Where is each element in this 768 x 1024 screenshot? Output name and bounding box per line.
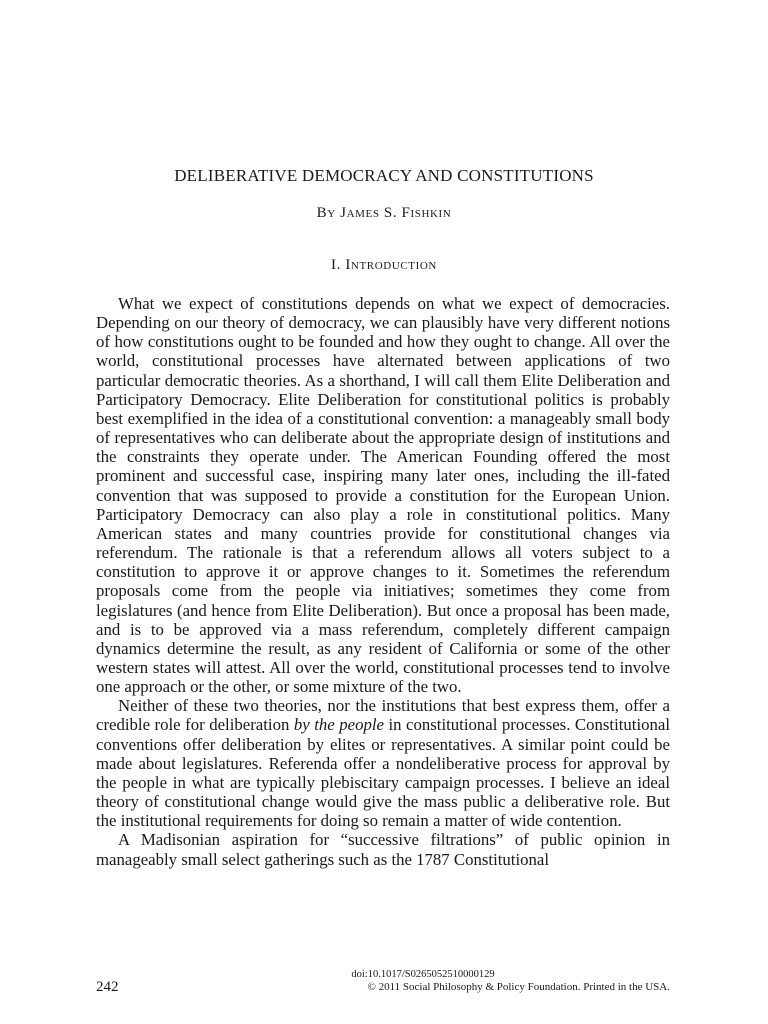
article-title: DELIBERATIVE DEMOCRACY AND CONSTITUTIONS [174,166,594,185]
paragraph-3 [96,830,670,868]
copyright-notice: © 2011 Social Philosophy & Policy Foundation. Printed in the USA. [367,981,670,993]
paragraph-2-text-start: Neither of these two theories, nor the institutions that best express them, offer a credible role for deliberation [96,696,670,735]
page-number: 242 [96,979,119,995]
paragraph-1 [96,294,670,696]
paragraph-2 [96,696,670,830]
doi-line: doi:10.1017/S0265052510000129 [351,969,495,980]
paragraph-3-text: A Madisonian aspiration for “successive filtrations” of public opinion in manageably small select gatherings such as the 1787 Constitutional [96,830,670,869]
body-text [96,294,670,869]
page-footer [96,968,670,994]
section-heading: I. Introduction [331,257,437,273]
author-byline: By James S. Fishkin [316,205,452,221]
footer-row [96,981,670,994]
paragraph-1-text: What we expect of constitutions depends on what we expect of democracies. Depending on our theory of democracy, we can plausibly have very different notions of how constitutions ought to be founded and how they ought to change. All over the world, constitutional processes have alternated between applications of two particular democratic theories. As a shorthand, I will call them Elite Deliberation and Participatory Democracy. Elite Deliberation for constitutional politics is probably best exemplified in the idea of a constitutional convention: a manageably small body of representatives who can deliberate about the appropriate design of institutions and the constraints they operate under. The American Founding offered the most prominent and successful case, inspiring many later ones, including the ill-fated convention that was supposed to provide a constitution for the European Union. Participatory Democracy can also play a role in constitutional politics. Many American states and many countries provide for constitutional changes via referendum. The rationale is that a referendum allows all voters subject to a constitution to approve it or approve changes to it. Sometimes the referendum proposals come from the people via initiatives; sometimes they come from legislatures (and hence from Elite Deliberation). But once a proposal has been made, and is to be approved via a mass referendum, completely different campaign dynamics determine the result, as any resident of California or some of the other western states will attest. All over the world, constitutional processes tend to involve one approach or the other, or some mixture of the two. [96,294,670,697]
paragraph-2-emphasis: by the people [293,715,384,735]
paragraph-2-text-end: in constitutional processes. Constitutional conventions offer deliberation by elites or representatives. A similar point could be made about legislatures. Referenda offer a nondeliberative process for approval by the people in what are typically plebiscitary campaign processes. I believe an ideal theory of constitutional change would give the mass public a deliberative role. But the institutional requirements for doing so remain a matter of wide contention. [96,715,671,831]
